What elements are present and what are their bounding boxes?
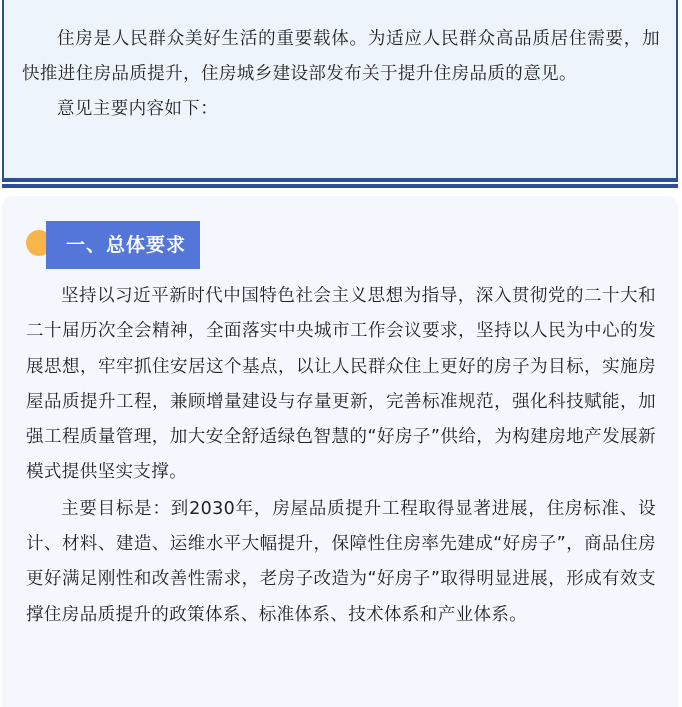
intro-box (2, 0, 678, 178)
intro-paragraph: 住房是人民群众美好生活的重要载体。为适应人民群众高品质居住需要，加快推进住房品质提升，住房城乡建设部发布关于提升住房品质的意见。 (22, 29, 660, 84)
intro-lead-in: 意见主要内容如下： (57, 99, 219, 119)
section-general-requirements (2, 196, 678, 707)
section-heading-wrap (26, 221, 656, 271)
intro-divider-bottom (2, 184, 678, 188)
section-paragraph-guiding: 坚持以习近平新时代中国特色社会主义思想为指导，深入贯彻党的二十大和二十届历次全会精神，全面落实中央城市工作会议要求，坚持以人民为中心的发展思想，牢牢抓住安居这个基点，以让人民群众住上更好的房子为目标，实施房屋品质提升工程，兼顾增量建设与存量更新，完善标准规范，强化科技赋能，加强工程质量管理，加大安全舒适绿色智慧的“好房子”供给，为构建房地产发展新模式提供坚实支撑。 (26, 286, 656, 483)
section-heading: 一、总体要求 (46, 221, 200, 269)
section-paragraph-goals: 主要目标是：到2030年，房屋品质提升工程取得显著进展，住房标准、设计、材料、建造、运维水平大幅提升，保障性住房率先建成“好房子”，商品住房更好满足刚性和改善性需求，老房子改造为“好房子”取得明显进展，形成有效支撑住房品质提升的政策体系、标准体系、技术体系和产业体系。 (26, 498, 656, 625)
intro-divider-top (2, 178, 678, 182)
